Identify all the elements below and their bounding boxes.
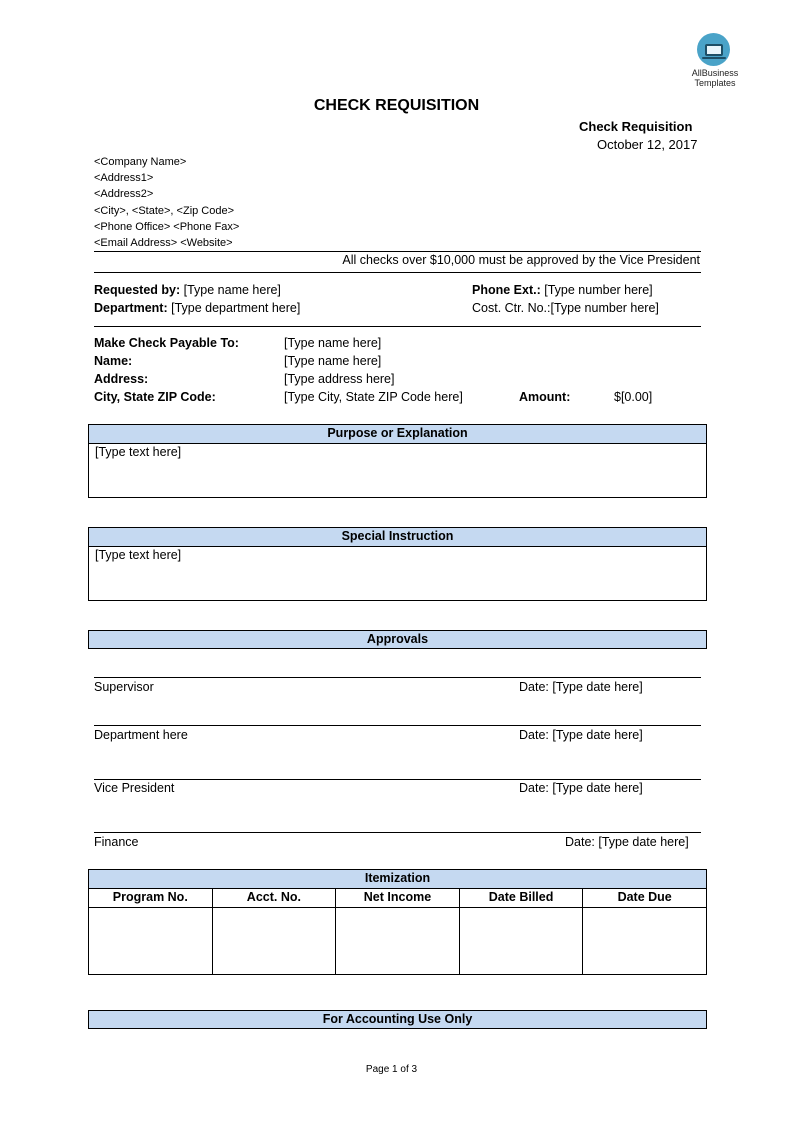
special-instruction-field[interactable]: [Type text here] <box>95 548 182 562</box>
approval-role-vice-president: Vice President <box>94 781 175 795</box>
column-header-date-due: Date Due <box>617 890 672 904</box>
requested-by-label: Requested by: <box>94 283 181 297</box>
laptop-icon <box>705 44 723 56</box>
table-row <box>89 908 706 975</box>
payee-city-label: City, State ZIP Code: <box>94 390 216 404</box>
header-date[interactable]: October 12, 2017 <box>597 137 698 152</box>
divider <box>94 251 701 252</box>
column-header-date-billed: Date Billed <box>460 889 584 907</box>
payee-name-field[interactable]: [Type name here] <box>284 354 382 368</box>
approval-date-department[interactable]: Date: [Type date here] <box>519 728 643 742</box>
company-name[interactable]: <Company Name> <box>94 156 187 168</box>
amount-label: Amount: <box>519 390 571 404</box>
purpose-field[interactable]: [Type text here] <box>95 445 182 459</box>
special-instruction-heading: Special Instruction <box>89 528 706 547</box>
company-address1[interactable]: <Address1> <box>94 172 154 184</box>
brand-name-line1: AllBusiness <box>691 68 739 78</box>
payable-to-label: Make Check Payable To: <box>94 336 239 350</box>
brand-name-line2: Templates <box>694 78 736 88</box>
column-header-acct-no: Acct. No. <box>213 889 337 907</box>
column-header-program-no: Program No. <box>89 889 213 907</box>
company-city-line[interactable]: <City>, <State>, <Zip Code> <box>94 205 235 217</box>
brand-logo <box>697 33 730 66</box>
company-address2[interactable]: <Address2> <box>94 188 154 200</box>
phone-ext-field[interactable]: [Type number here] <box>544 283 653 297</box>
cost-center-row <box>472 301 659 316</box>
approval-date-finance[interactable]: Date: [Type date here] <box>565 835 689 849</box>
purpose-heading: Purpose or Explanation <box>89 425 706 444</box>
company-phone-line[interactable]: <Phone Office> <Phone Fax> <box>94 221 240 233</box>
column-header-net-income: Net Income <box>336 889 460 907</box>
payee-address-field[interactable]: [Type address here] <box>284 372 395 386</box>
accounting-use-heading: For Accounting Use Only <box>88 1010 707 1029</box>
requested-by-row <box>94 283 281 298</box>
page-number: Page 1 of 3 <box>365 1064 418 1075</box>
cell-program-no[interactable] <box>89 908 213 975</box>
approval-date-supervisor[interactable]: Date: [Type date here] <box>519 680 643 694</box>
cost-center-field[interactable]: [Type number here] <box>550 301 659 315</box>
divider <box>94 326 701 327</box>
cell-acct-no[interactable] <box>213 908 337 975</box>
itemization-table <box>88 869 707 975</box>
cell-date-billed[interactable] <box>460 908 584 975</box>
signature-line[interactable] <box>94 677 701 678</box>
special-instruction-section <box>88 527 707 601</box>
department-field[interactable]: [Type department here] <box>171 301 301 315</box>
department-label: Department: <box>94 301 168 315</box>
divider <box>94 272 701 273</box>
approval-role-finance: Finance <box>94 835 139 849</box>
cost-center-label: Cost. Ctr. No.: <box>472 301 551 315</box>
approval-date-vice-president[interactable]: Date: [Type date here] <box>519 781 643 795</box>
payee-city-field[interactable]: [Type City, State ZIP Code here] <box>284 390 463 404</box>
amount-field[interactable]: $[0.00] <box>614 390 653 404</box>
payee-name-label: Name: <box>94 354 133 368</box>
document-title: CHECK REQUISITION <box>313 97 480 114</box>
phone-ext-row <box>472 283 653 298</box>
requested-by-field[interactable]: [Type name here] <box>183 283 281 297</box>
itemization-header-row <box>89 889 706 908</box>
approval-role-department: Department here <box>94 728 188 742</box>
signature-line[interactable] <box>94 725 701 726</box>
payable-to-field[interactable]: [Type name here] <box>284 336 382 350</box>
purpose-section <box>88 424 707 498</box>
phone-ext-label: Phone Ext.: <box>472 283 541 297</box>
payee-address-label: Address: <box>94 372 149 386</box>
signature-line[interactable] <box>94 832 701 833</box>
itemization-heading: Itemization <box>89 870 706 889</box>
department-row <box>94 301 300 316</box>
cell-date-due[interactable] <box>583 908 706 975</box>
approval-role-supervisor: Supervisor <box>94 680 154 694</box>
company-email-line[interactable]: <Email Address> <Website> <box>94 237 233 249</box>
approvals-heading: Approvals <box>88 630 707 649</box>
cell-net-income[interactable] <box>336 908 460 975</box>
signature-line[interactable] <box>94 779 701 780</box>
approval-notice: All checks over $10,000 must be approved by the Vice President <box>342 253 700 267</box>
header-form-label: Check Requisition <box>579 119 693 134</box>
